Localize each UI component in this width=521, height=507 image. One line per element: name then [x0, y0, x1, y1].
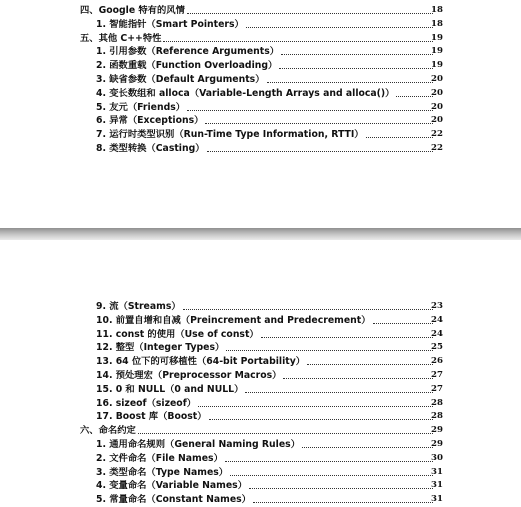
dot-leader — [373, 323, 433, 324]
toc-page-number: 24 — [431, 328, 443, 339]
toc-page-number: 19 — [431, 60, 443, 71]
dot-leader — [187, 13, 433, 14]
toc-subsection-entry[interactable] — [0, 18, 521, 32]
toc-section-entry[interactable] — [0, 4, 521, 18]
toc-subsection-entry[interactable] — [0, 128, 521, 142]
toc-page-number: 22 — [431, 129, 443, 140]
toc-page-number: 24 — [431, 314, 443, 325]
toc-list — [0, 4, 521, 156]
toc-section-entry[interactable] — [0, 424, 521, 438]
dot-leader — [253, 502, 433, 503]
toc-subsection-entry[interactable] — [0, 59, 521, 73]
toc-page-2 — [0, 240, 521, 507]
dot-leader — [246, 27, 433, 28]
toc-page-number: 18 — [431, 18, 443, 29]
toc-entry-title: 8. 类型转换（Casting） — [96, 142, 205, 154]
dot-leader — [163, 41, 433, 42]
toc-entry-title: 四、Google 特有的风情 — [80, 5, 185, 16]
toc-subsection-entry[interactable] — [0, 355, 521, 369]
toc-subsection-entry[interactable] — [0, 328, 521, 342]
dot-leader — [226, 350, 433, 351]
dot-leader — [225, 461, 433, 462]
toc-entry-title: 16. sizeof（sizeof） — [96, 397, 197, 409]
page-separator — [0, 228, 521, 240]
toc-subsection-entry[interactable] — [0, 479, 521, 493]
toc-entry-title: 5. 常量命名（Constant Names） — [96, 494, 251, 506]
toc-subsection-entry[interactable] — [0, 114, 521, 128]
toc-page-number: 28 — [431, 411, 443, 422]
dot-leader — [267, 82, 433, 83]
dot-leader — [138, 433, 433, 434]
toc-entry-title: 10. 前置自增和自减（Preincrement and Predecrement） — [96, 314, 371, 326]
toc-entry-title: 13. 64 位下的可移植性（64-bit Portability） — [96, 356, 306, 368]
toc-entry-title: 2. 函数重载（Function Overloading） — [96, 60, 278, 72]
toc-entry-title: 6. 异常（Exceptions） — [96, 115, 204, 127]
toc-page-number: 30 — [431, 452, 443, 463]
toc-page-number: 29 — [431, 425, 443, 436]
toc-page-number: 31 — [431, 480, 443, 491]
toc-entry-title: 2. 文件命名（File Names） — [96, 452, 223, 464]
dot-leader — [198, 406, 433, 407]
dot-leader — [249, 488, 433, 489]
dot-leader — [205, 123, 433, 124]
toc-entry-title: 4. 变长数组和 alloca（Variable-Length Arrays and alloca()） — [96, 87, 395, 99]
toc-page-number: 31 — [431, 466, 443, 477]
dot-leader — [245, 392, 433, 393]
toc-subsection-entry[interactable] — [0, 397, 521, 411]
toc-entry-title: 14. 预处理宏（Preprocessor Macros） — [96, 369, 282, 381]
toc-subsection-entry[interactable] — [0, 383, 521, 397]
toc-subsection-entry[interactable] — [0, 45, 521, 59]
toc-subsection-entry[interactable] — [0, 314, 521, 328]
toc-page-number: 22 — [431, 142, 443, 153]
toc-entry-title: 7. 运行时类型识别（Run-Time Type Information, RTTI） — [96, 129, 364, 141]
dot-leader — [366, 137, 433, 138]
toc-subsection-entry[interactable] — [0, 438, 521, 452]
dot-leader — [281, 54, 433, 55]
dot-leader — [187, 110, 433, 111]
toc-page-number: 27 — [431, 369, 443, 380]
dot-leader — [261, 337, 433, 338]
toc-entry-title: 17. Boost 库（Boost） — [96, 411, 207, 423]
dot-leader — [283, 378, 433, 379]
toc-list — [0, 300, 521, 507]
toc-entry-title: 六、命名约定 — [80, 425, 136, 437]
toc-entry-title: 3. 类型命名（Type Names） — [96, 466, 229, 478]
toc-page-number: 27 — [431, 383, 443, 394]
toc-page-number: 25 — [431, 342, 443, 353]
toc-entry-title: 1. 通用命名规则（General Naming Rules） — [96, 438, 300, 450]
toc-page-number: 26 — [431, 356, 443, 367]
toc-subsection-entry[interactable] — [0, 73, 521, 87]
toc-section-entry[interactable] — [0, 32, 521, 46]
toc-page-1 — [0, 0, 521, 228]
dot-leader — [183, 309, 433, 310]
dot-leader — [396, 96, 433, 97]
toc-subsection-entry[interactable] — [0, 87, 521, 101]
toc-page-number: 19 — [431, 46, 443, 57]
toc-page-number: 20 — [431, 101, 443, 112]
toc-entry-title: 4. 变量命名（Variable Names） — [96, 480, 247, 492]
dot-leader — [302, 447, 433, 448]
toc-page-number: 23 — [431, 301, 443, 311]
toc-entry-title: 11. const 的使用（Use of const） — [96, 328, 259, 340]
toc-entry-title: 9. 流（Streams） — [96, 301, 181, 312]
toc-entry-title: 1. 引用参数（Reference Arguments） — [96, 46, 280, 58]
toc-entry-title: 5. 友元（Friends） — [96, 101, 186, 113]
toc-page-number: 20 — [431, 115, 443, 126]
toc-entry-title: 12. 整型（Integer Types） — [96, 342, 225, 354]
toc-page-number: 20 — [431, 87, 443, 98]
toc-entry-title: 3. 缺省参数（Default Arguments） — [96, 73, 265, 85]
toc-entry-title: 1. 智能指针（Smart Pointers） — [96, 18, 244, 30]
toc-subsection-entry[interactable] — [0, 493, 521, 507]
toc-entry-title: 五、其他 C++特性 — [80, 32, 162, 44]
toc-subsection-entry[interactable] — [0, 452, 521, 466]
toc-subsection-entry[interactable] — [0, 369, 521, 383]
toc-page-number: 20 — [431, 73, 443, 84]
toc-subsection-entry[interactable] — [0, 300, 521, 314]
toc-subsection-entry[interactable] — [0, 341, 521, 355]
toc-subsection-entry[interactable] — [0, 101, 521, 115]
toc-page-number: 19 — [431, 32, 443, 43]
toc-page-number: 18 — [431, 5, 443, 15]
dot-leader — [207, 151, 433, 152]
dot-leader — [279, 68, 433, 69]
dot-leader — [230, 475, 433, 476]
toc-page-number: 29 — [431, 438, 443, 449]
toc-page-number: 31 — [431, 494, 443, 505]
dot-leader — [307, 364, 433, 365]
toc-subsection-entry[interactable] — [0, 142, 521, 156]
toc-page-number: 28 — [431, 397, 443, 408]
dot-leader — [209, 419, 433, 420]
toc-subsection-entry[interactable] — [0, 410, 521, 424]
toc-subsection-entry[interactable] — [0, 466, 521, 480]
toc-entry-title: 15. 0 和 NULL（0 and NULL） — [96, 383, 244, 395]
